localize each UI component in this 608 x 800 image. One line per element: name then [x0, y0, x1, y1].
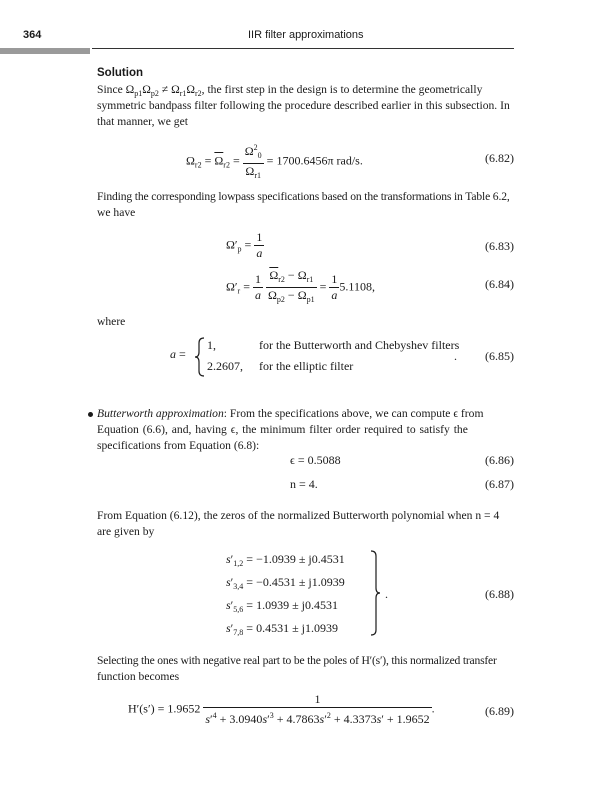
equation-label-6-83: (6.83)	[485, 239, 514, 253]
case-1-value: 1,	[207, 338, 216, 352]
fraction-omega0-sq-over-omega-r1: $\frac{\Omega^2_0}{\Omega_{r1}}$	[243, 140, 264, 183]
equation-6-84: $\Omega'_r$ = $\frac{1}{a}$ $\frac{\overline{\Omega}_{r2} - \Omega_{r1}}{\Omega_{p2} - \Omega_{p1}}$ = $\frac{1}{a}$ 5.1108,	[226, 268, 375, 304]
solution-heading: Solution	[97, 67, 143, 79]
equation-6-88-row-1: $s'_{1,2} = -1.0939 \pm j0.4531$	[226, 552, 345, 568]
equation-6-89: H′(s′) = 1.9652 $\frac{1}{s'^4 + 3.0940s'^3 + 4.7863s'^2 + 4.3373s' + 1.9652}$ .	[128, 692, 435, 726]
right-brace-6-88	[370, 550, 382, 636]
solution-intro-line-2: symmetric bandpass filter following the procedure described earlier in this subsection. In	[97, 99, 510, 112]
lowpass-spec-line-2: we have	[97, 206, 136, 219]
solution-intro-line-1: Since $\Omega_{p1}\Omega_{p2} \ne \Omega_{r1}\Omega_{r2}$, the first step in the design is to determine the geometrically	[97, 83, 483, 98]
case-2-value: 2.2607,	[207, 359, 243, 373]
selecting-line-1: Selecting the ones with negative real part to be the poles of H′(s′), this normalized transfer	[97, 654, 497, 667]
equation-6-86: ϵ = 0.5088	[290, 453, 341, 467]
zeros-line-1: From Equation (6.12), the zeros of the normalized Butterworth polynomial when n = 4	[97, 509, 500, 522]
case-1-condition: for the Butterworth and Chebyshev filters	[259, 338, 460, 352]
butterworth-line-3: specifications from Equation (6.8):	[97, 439, 260, 452]
equation-6-82: $\Omega_{r2} = \overline{\Omega}_{r2}$ = $\frac{\Omega^2_0}{\Omega_{r1}}$ = 1700.6456π rad/s.	[186, 140, 363, 183]
equation-label-6-87: (6.87)	[485, 477, 514, 491]
butterworth-title: Butterworth approximation	[97, 407, 224, 420]
equation-label-6-82: (6.82)	[485, 151, 514, 165]
where-text: where	[97, 315, 126, 328]
bullet	[88, 412, 93, 417]
equation-6-88-row-4: $s'_{7,8} = 0.4531 \pm j1.0939$	[226, 621, 338, 637]
transfer-function-fraction: $\frac{1}{s'^4 + 3.0940s'^3 + 4.7863s'^2 + 4.3373s' + 1.9652}$	[205, 692, 430, 726]
equation-6-88-row-2: $s'_{3,4} = -0.4531 \pm j1.0939$	[226, 575, 345, 591]
equation-6-85-lhs: a =	[170, 347, 186, 361]
equation-label-6-85: (6.85)	[485, 349, 514, 363]
page-number: 364	[23, 29, 42, 41]
equation-6-88-period: .	[385, 587, 388, 601]
header-rule	[92, 48, 514, 49]
equation-label-6-86: (6.86)	[485, 453, 514, 467]
equation-label-6-88: (6.88)	[485, 587, 514, 601]
equation-6-85-period: .	[454, 349, 457, 363]
butterworth-line-2: Equation (6.6), and, having ϵ, the minimum filter order required to satisfy the	[97, 423, 468, 436]
case-2-condition: for the elliptic filter	[259, 359, 354, 373]
zeros-line-2: are given by	[97, 525, 155, 538]
running-title: IIR filter approximations	[248, 29, 364, 41]
equation-label-6-89: (6.89)	[485, 704, 514, 718]
selecting-line-2: function becomes	[97, 670, 180, 683]
solution-intro-line-3: that manner, we get	[97, 115, 188, 128]
header-tab-mark	[0, 48, 90, 54]
butterworth-line-1: Butterworth approximation: From the specifications above, we can compute ϵ from	[97, 407, 484, 420]
equation-6-83: $\Omega'_p$ = $\frac{1}{a}$	[226, 230, 263, 260]
equation-6-88-row-3: $s'_{5,6} = 1.0939 \pm j0.4531$	[226, 598, 338, 614]
equation-6-87: n = 4.	[290, 477, 318, 491]
left-brace-6-85	[194, 337, 206, 377]
lowpass-spec-line-1: Finding the corresponding lowpass specifications based on the transformations in Table 6.2,	[97, 190, 510, 203]
equation-label-6-84: (6.84)	[485, 277, 514, 291]
